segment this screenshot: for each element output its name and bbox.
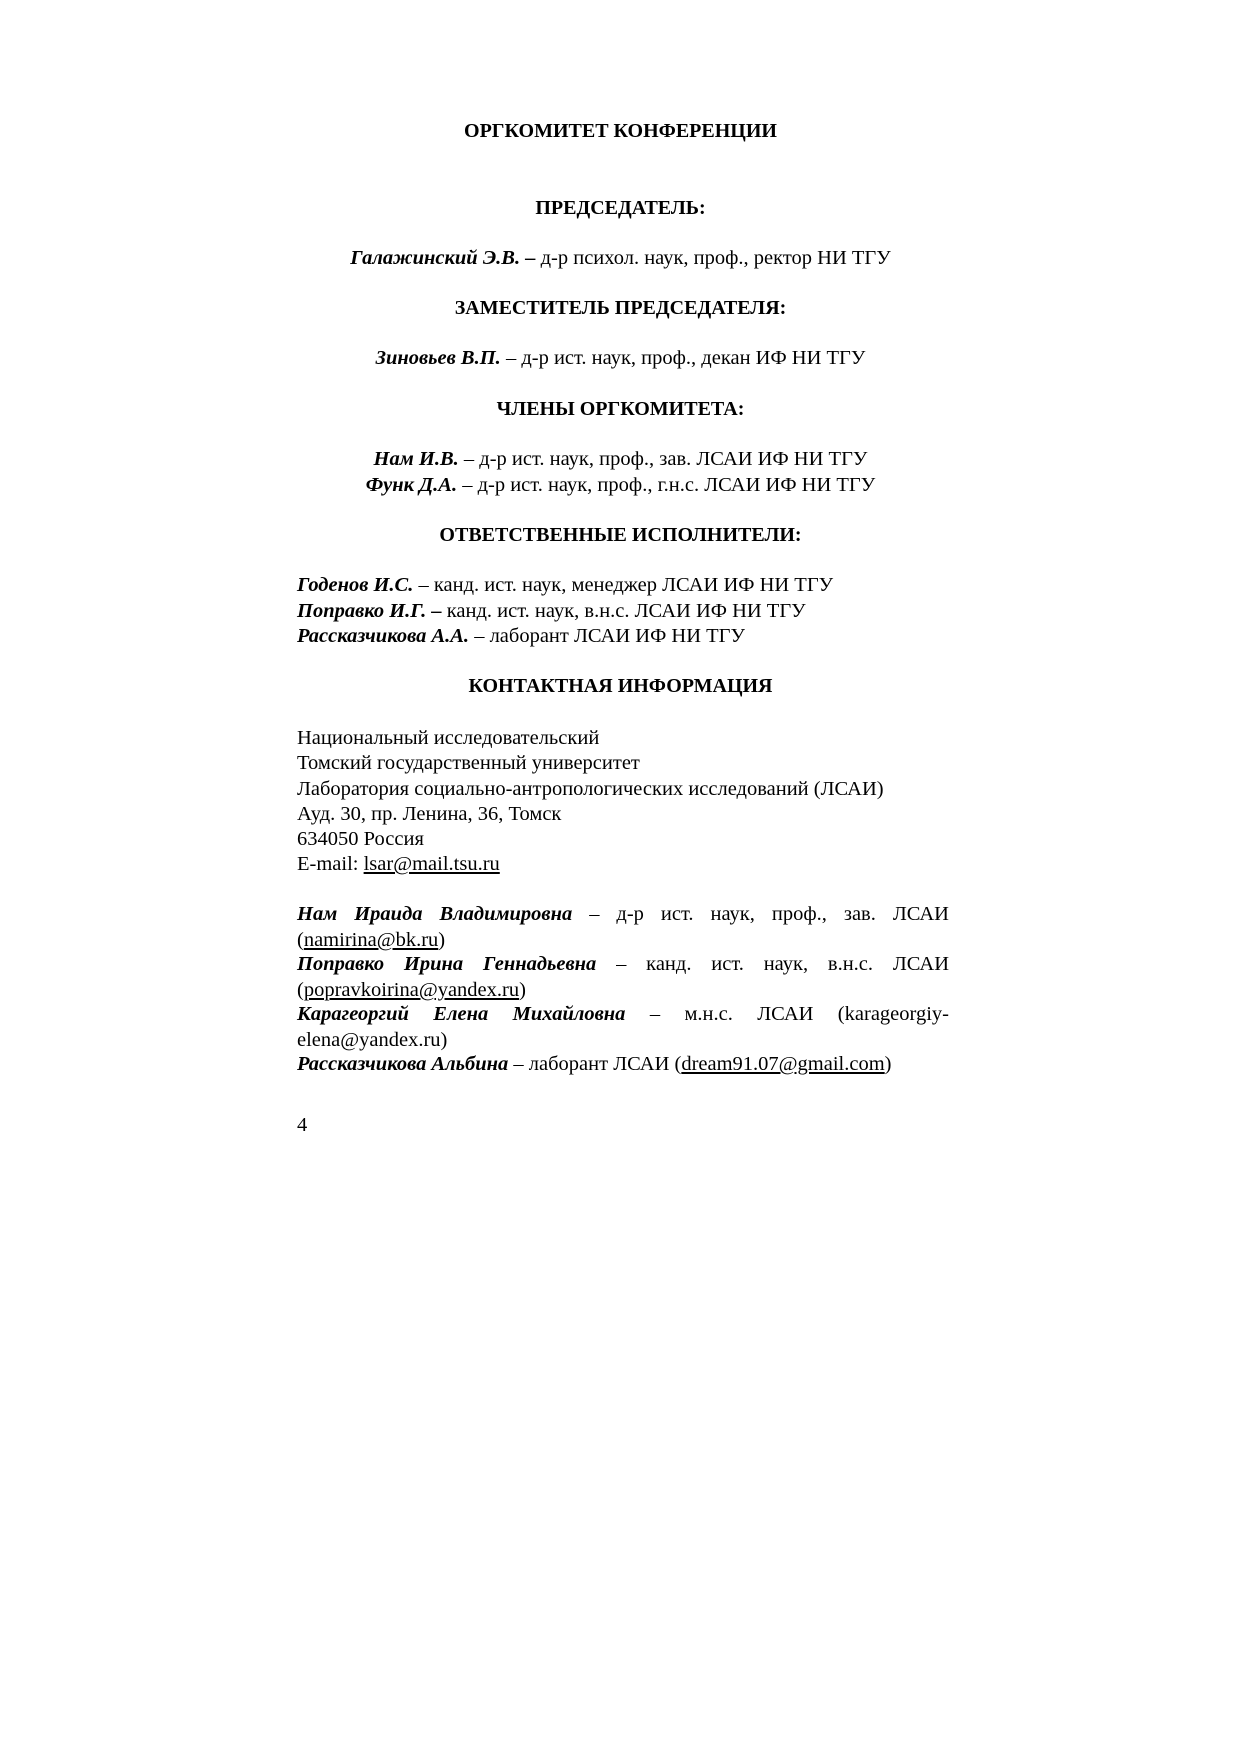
deputy-name: Зиновьев В.П. [375,347,501,369]
email-label: E-mail: [297,853,364,875]
deputy-heading: ЗАМЕСТИТЕЛЬ ПРЕДСЕДАТЕЛЯ: [454,297,787,319]
member-desc: – д-р ист. наук, проф., г.н.с. ЛСАИ ИФ НИ ТГУ [457,474,876,496]
contact-name: Рассказчикова Альбина [297,1053,509,1075]
contact-desc-end: ) [438,929,446,951]
executor-desc: – канд. ист. наук, менеджер ЛСАИ ИФ НИ ТГУ [413,574,834,596]
contacts-heading: КОНТАКТНАЯ ИНФОРМАЦИЯ [468,675,773,697]
page-title: ОРГКОМИТЕТ КОНФЕРЕНЦИИ [464,120,777,142]
email-line [297,851,949,877]
contact-person [297,1051,949,1077]
address-line: Лаборатория социально-антропологических исследований (ЛСАИ) [297,778,884,800]
chair-name: Галажинский Э.В. – [350,247,536,269]
executor-name: Рассказчикова А.А. [297,625,470,647]
contact-name: Нам Ираида Владимировна [297,903,573,925]
members-heading: ЧЛЕНЫ ОРГКОМИТЕТА: [496,398,745,420]
contact-desc-end: ) [519,979,526,1001]
member-name: Функ Д.А. [365,474,458,496]
contact-desc: – канд. ист. наук, в.н.с. ЛСАИ ( [297,953,949,1001]
member-entry [0,446,1241,472]
executor-name: Поправко И.Г. – [297,600,442,622]
contact-name: Карагеоргий Елена Михайловна [297,1003,626,1025]
member-entry [0,472,1241,498]
chair-desc: д-р психол. наук, проф., ректор НИ ТГУ [535,247,891,269]
deputy-desc: – д-р ист. наук, проф., декан ИФ НИ ТГУ [500,347,866,369]
address-line: Национальный исследовательский [297,727,600,749]
contact-email-link[interactable]: popravkoirina@yandex.ru [303,979,520,1001]
contact-desc: – д-р ист. наук, проф., зав. ЛСАИ ( [297,903,949,951]
executor-entry [297,623,949,649]
executor-entry [297,598,949,624]
contact-desc: – лаборант ЛСАИ ( [508,1053,682,1075]
contact-name: Поправко Ирина Геннадьевна [297,953,597,975]
deputy-entry [0,345,1241,371]
executor-desc: канд. ист. наук, в.н.с. ЛСАИ ИФ НИ ТГУ [441,600,806,622]
address-line: Томский государственный университет [297,752,640,774]
executor-entry [297,572,949,598]
page-number: 4 [297,1114,308,1136]
contact-desc: – м.н.с. ЛСАИ (karageorgiy-elena@yandex.ru) [297,1003,949,1051]
contact-email-link[interactable]: dream91.07@gmail.com [681,1053,885,1075]
address-line: 634050 Россия [297,828,424,850]
contact-person [297,951,949,1003]
chair-heading: ПРЕДСЕДАТЕЛЬ: [535,197,706,219]
contact-email-link[interactable]: namirina@bk.ru [303,929,439,951]
chair-entry [0,245,1241,271]
contact-person [297,1001,949,1053]
member-desc: – д-р ист. наук, проф., зав. ЛСАИ ИФ НИ ТГУ [458,448,868,470]
email-link[interactable]: lsar@mail.tsu.ru [363,853,500,875]
executors-heading: ОТВЕТСТВЕННЫЕ ИСПОЛНИТЕЛИ: [439,524,802,546]
executor-desc: – лаборант ЛСАИ ИФ НИ ТГУ [469,625,746,647]
member-name: Нам И.В. [373,448,459,470]
address-line: Ауд. 30, пр. Ленина, 36, Томск [297,803,562,825]
executor-name: Годенов И.С. [297,574,414,596]
contact-desc-end: ) [884,1053,892,1075]
contact-person [297,901,949,953]
